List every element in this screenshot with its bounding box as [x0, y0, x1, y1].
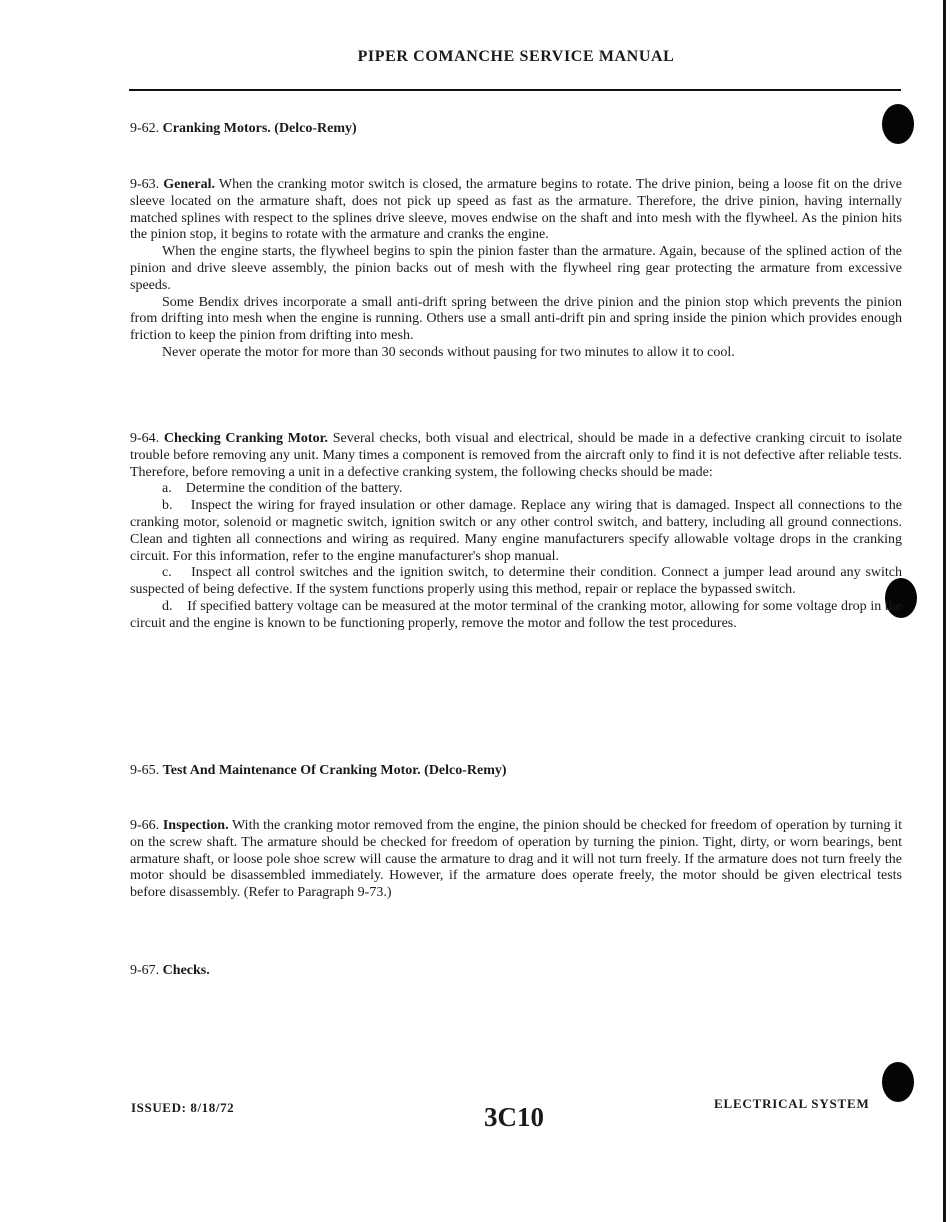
paragraph: Some Bendix drives incorporate a small anti-drift spring between the drive pinion and the pinion stop which prevents the pinion from drifting into mesh when the engine is running. Others use a small anti-drift pin and spring inside the pinion which provides enough friction to keep the pinion from drifting into mesh. [130, 294, 902, 344]
paragraph-text: Several checks, both visual and electrical, should be made in a defective cranking circuit to isolate trouble before removing any unit. Many times a component is removed from the aircraft only to find it is not defective after reliable tests. Therefore, before removing a unit in a defective cranking system, the following checks should be made: [130, 431, 903, 480]
section-9-63 [130, 177, 902, 362]
list-item [130, 498, 902, 565]
paragraph-text: With the cranking motor removed from the engine, the pinion should be checked for freedom of operation by turning it on the screw shaft. The armature should be checked for freedom of operation by turning the pinion. Tight, dirty, or worn bearings, bent armature shaft, or loose pole shoe screw will cause the armature to drag and it will not turn freely. If the armature does not turn freely the motor should be disassembled immediately. However, if the armature does operate freely, the motor should be given electrical tests before disassembly. (Refer to Paragraph 9-73.) [130, 818, 903, 901]
punch-hole-top [882, 104, 914, 144]
punch-hole-bottom [882, 1062, 914, 1102]
list-item-text: Determine the condition of the battery. [185, 481, 403, 497]
section-run-in-title: General. [163, 177, 216, 192]
paragraph [130, 818, 902, 902]
section-number: 9-64. [130, 431, 160, 446]
page-edge-line [943, 0, 946, 1222]
paragraph-text: When the cranking motor switch is closed, the armature begins to rotate. The drive pinion, being a loose fit on the drive sleeve located on the armature shaft, does not pick up speed as fast as the armature. Therefore, the drive pinion, having internally matched splines with respect to the splines drive sleeve, moves endwise on the shaft and into mesh with the flywheel. As the pinion hits the pinion stop, it begins to rotate with the armature and cranks the engine. [130, 177, 902, 243]
section-number: 9-67. [130, 963, 160, 978]
list-item [130, 599, 902, 633]
section-title: Test And Maintenance Of Cranking Motor. (Delco-Remy) [162, 763, 507, 778]
list-item [130, 481, 902, 498]
section-title: Cranking Motors. (Delco-Remy) [162, 121, 357, 136]
section-heading-9-62 [130, 120, 357, 137]
list-item-text: Inspect the wiring for frayed insulation or other damage. Replace any wiring that is damaged. Inspect all connections to the cranking motor, solenoid or magnetic switch, ignition switch or any other control switch, and battery, including all ground connections. Clean and tighten all connections and wiring as required. Many engine manufacturers specify allowable voltage drops in the cranking circuit. For this information, refer to the engine manufacturer's shop manual. [130, 498, 902, 564]
list-item-label: b. [162, 498, 173, 514]
page-header-title: PIPER COMANCHE SERVICE MANUAL [357, 48, 675, 65]
section-heading-9-67 [130, 962, 210, 979]
section-heading-9-65 [130, 762, 507, 779]
section-number: 9-66. [130, 818, 160, 833]
paragraph [130, 431, 902, 481]
section-run-in-title: Checking Cranking Motor. [163, 431, 329, 446]
section-title: Checks. [162, 963, 210, 978]
issued-date: ISSUED: 8/18/72 [131, 1100, 235, 1115]
section-run-in-title: Inspection. [162, 818, 229, 833]
list-item-text: If specified battery voltage can be measured at the motor terminal of the cranking motor, allowing for some voltage drop in the circuit and the engine is known to be functioning properly, remove the motor and follow the test procedures. [130, 598, 903, 631]
list-item-label: c. [162, 565, 172, 581]
paragraph [130, 177, 902, 244]
paragraph: When the engine starts, the flywheel begins to spin the pinion faster than the armature. Again, because of the splined action of the pinion and drive sleeve assembly, the pinion backs out of mesh with the flywheel ring gear protecting the armature from excessive speeds. [130, 244, 902, 293]
page-code: 3C10 [484, 1102, 544, 1132]
paragraph: Never operate the motor for more than 30 seconds without pausing for two minutes to allow it to cool. [162, 344, 735, 360]
list-item [130, 565, 902, 599]
list-item-label: a. [162, 481, 172, 497]
section-number: 9-63. [130, 177, 160, 192]
chapter-title: ELECTRICAL SYSTEM [714, 1096, 870, 1111]
section-number: 9-62. [130, 121, 160, 136]
list-item-text: Inspect all control switches and the ignition switch, to determine their condition. Connect a jumper lead around any switch suspected of being defective. If the system functions properly using this method, repair or replace the bypassed switch. [130, 565, 903, 598]
list-item-label: d. [162, 598, 173, 614]
section-9-64 [130, 431, 902, 633]
section-9-66 [130, 818, 902, 902]
section-number: 9-65. [130, 763, 160, 778]
header-rule [129, 89, 901, 91]
